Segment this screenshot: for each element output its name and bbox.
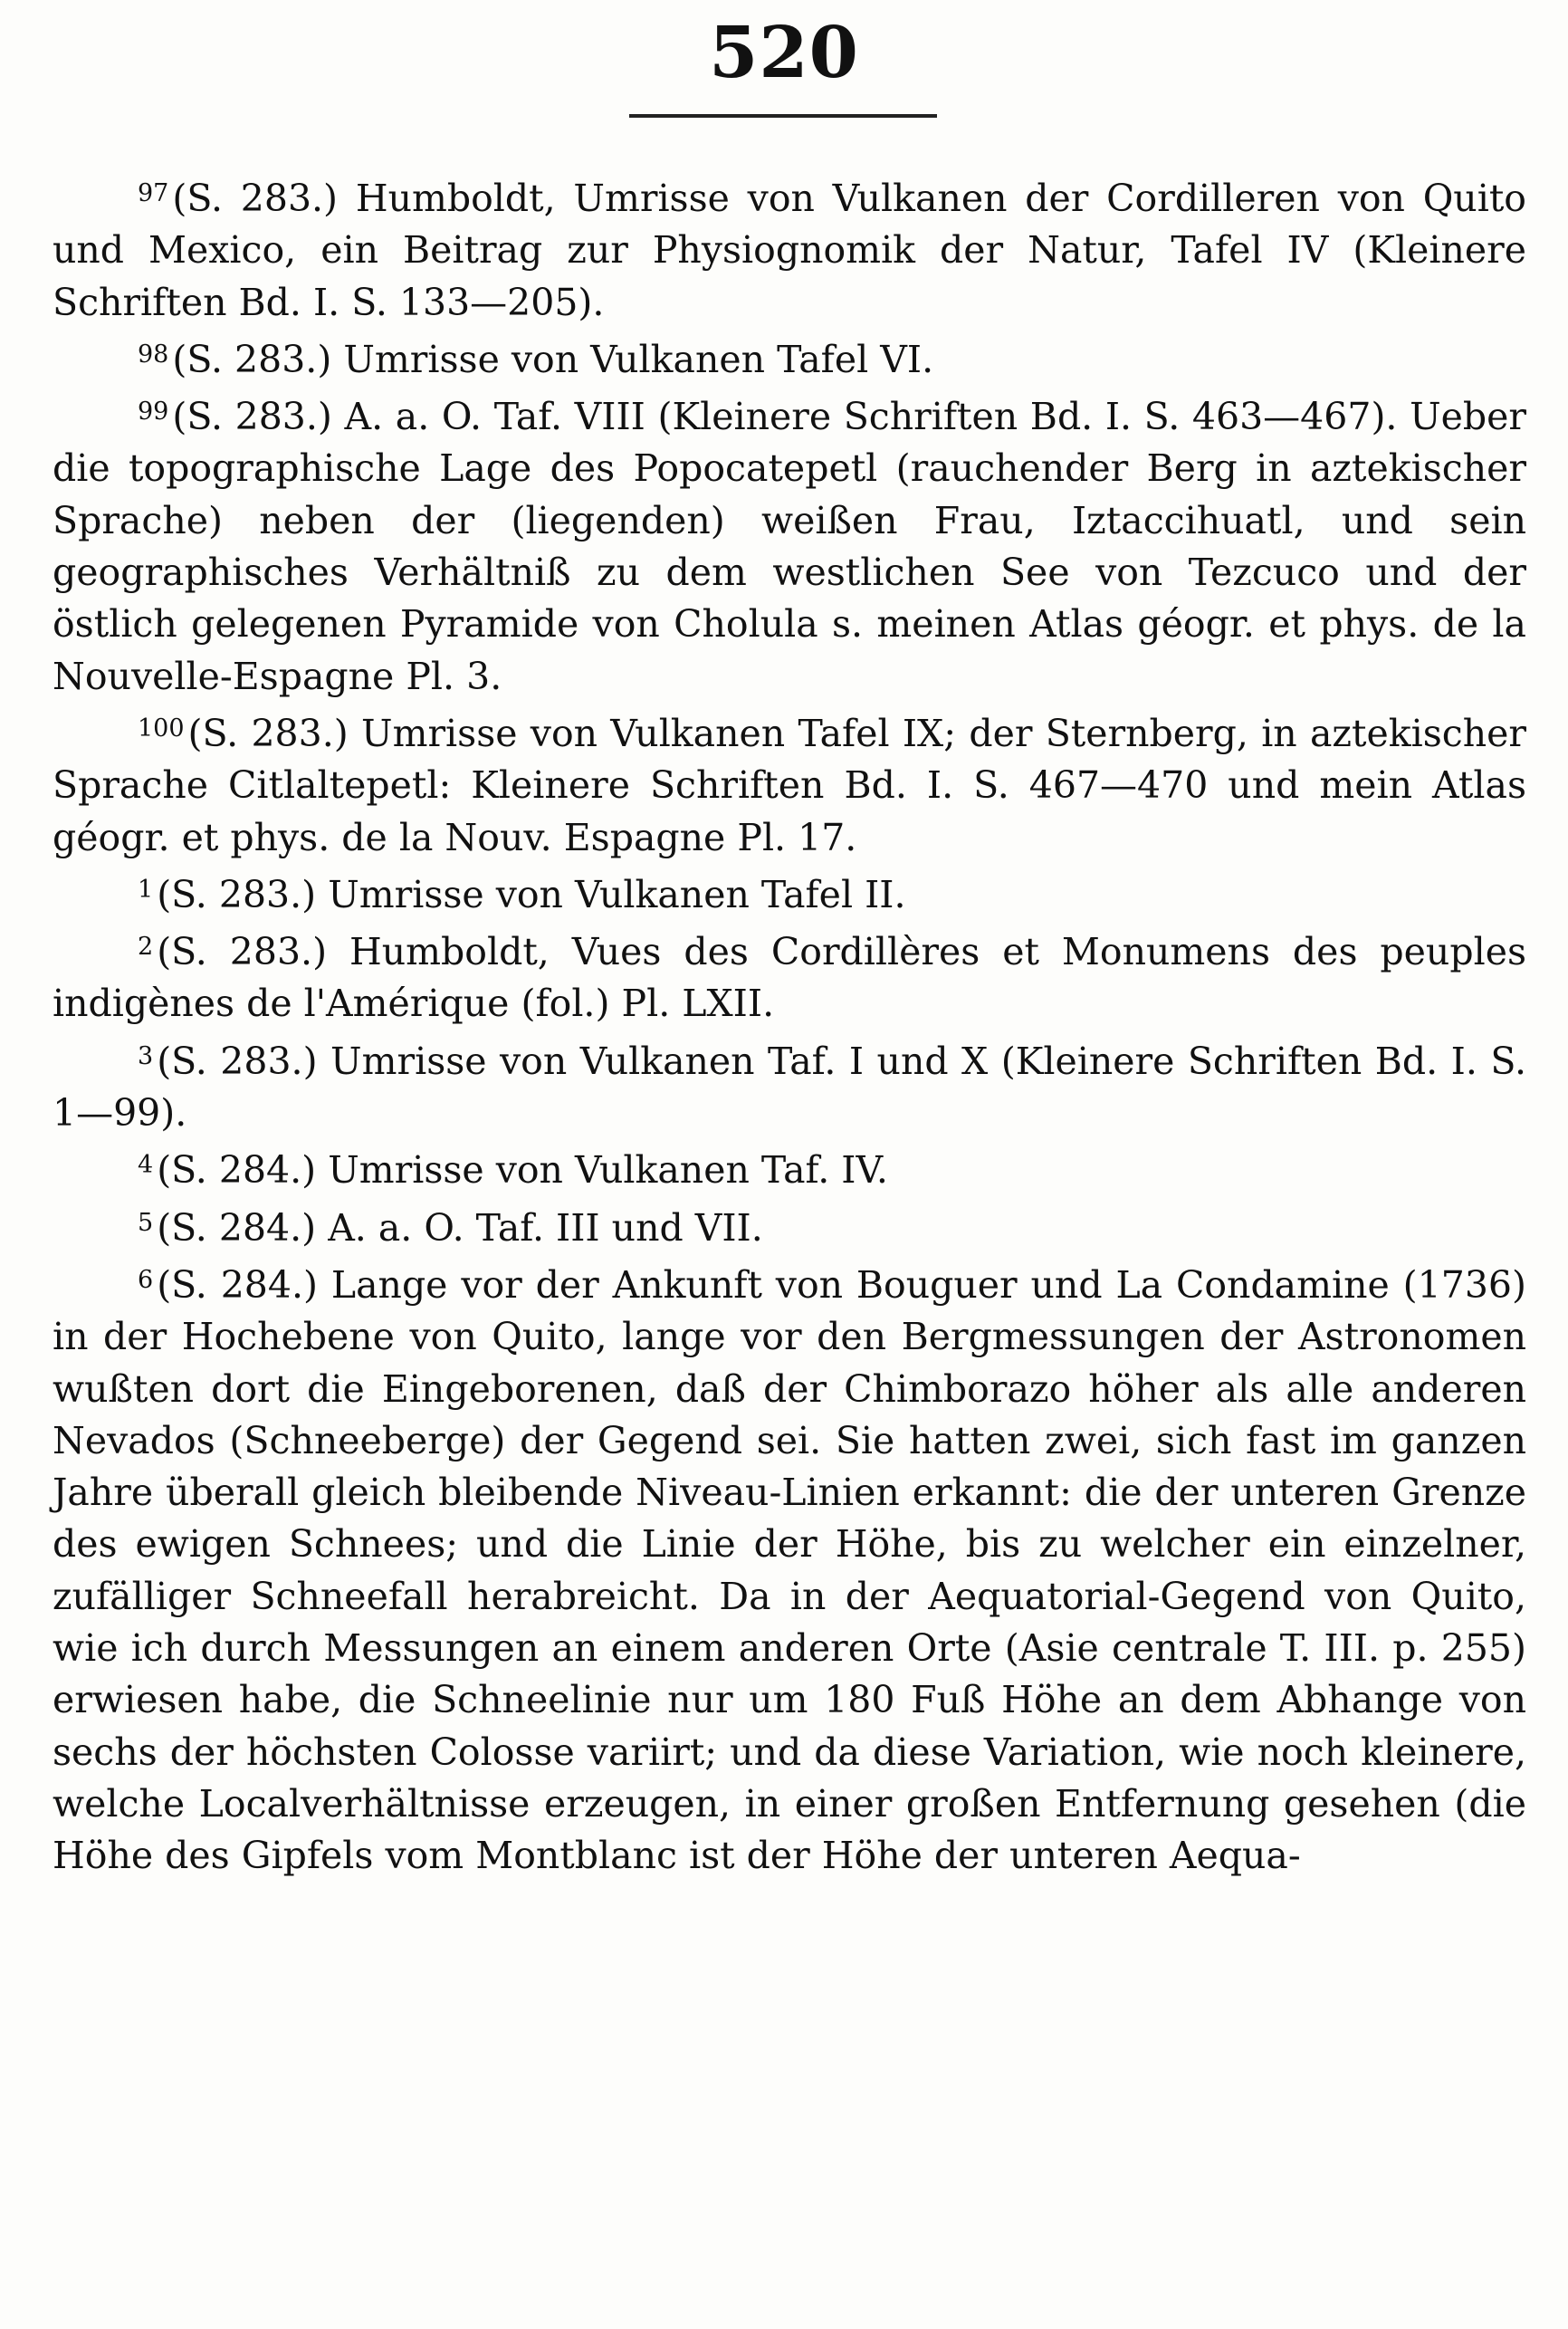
footnote-text: (S. 283.) Umrisse von Vulkanen Tafel IX; der Sternberg, in aztekischer Sprache Citlaltepetl: Kleinere Schriften Bd. I. S. 467—470 und mein Atlas géogr. et phys. de la Nouv. Espagne Pl. 17.: [53, 711, 1526, 859]
footnote-number: 98: [138, 340, 169, 369]
footnote-number: 1: [138, 875, 154, 904]
page-number: 520: [709, 12, 859, 94]
footnote-number: 100: [138, 714, 185, 743]
footnote-number: 5: [138, 1208, 154, 1237]
footnote-4: [53, 1139, 1526, 1196]
footnote-number: 97: [138, 179, 169, 207]
footnote-3: [53, 1030, 1526, 1140]
footnote-5: [53, 1197, 1526, 1254]
footnote-97: [53, 168, 1526, 329]
footnote-text: (S. 283.) Umrisse von Vulkanen Taf. I und X (Kleinere Schriften Bd. I. S. 1—99).: [53, 1039, 1526, 1136]
footnote-number: 99: [138, 398, 169, 427]
footnote-98: [53, 329, 1526, 386]
footnote-number: 3: [138, 1041, 154, 1070]
footnote-text: (S. 284.) Umrisse von Vulkanen Taf. IV.: [157, 1148, 888, 1193]
header-rule: [629, 114, 937, 118]
footnote-2: [53, 921, 1526, 1030]
footnote-text: (S. 283.) A. a. O. Taf. VIII (Kleinere Schriften Bd. I. S. 463—467). Ueber die topographische Lage des Popocatepetl (rauchender Berg in aztekischer Sprache) neben der (liegenden) weißen Frau, Iztaccihuatl, und sein geographisches Verhältniß zu dem westlichen See von Tezcuco und der östlich gelegenen Pyramide von Cholula s. meinen Atlas géogr. et phys. de la Nouvelle-Espagne Pl. 3.: [53, 395, 1526, 698]
footnote-100: [53, 703, 1526, 864]
footnotes: [53, 168, 1526, 1883]
footnote-1: [53, 864, 1526, 921]
footnote-number: 6: [138, 1265, 154, 1294]
footnote-number: 2: [138, 933, 154, 962]
footnote-number: 4: [138, 1151, 154, 1180]
footnote-6: [53, 1254, 1526, 1883]
footnote-text: (S. 284.) A. a. O. Taf. III und VII.: [157, 1205, 763, 1250]
footnote-text: (S. 283.) Umrisse von Vulkanen Tafel II.: [157, 872, 906, 916]
footnote-text: (S. 283.) Humboldt, Umrisse von Vulkanen der Cordilleren von Quito und Mexico, ein Beitrag zur Physiognomik der Natur, Tafel IV (Kleinere Schriften Bd. I. S. 133—205).: [53, 177, 1526, 324]
footnote-text: (S. 284.) Lange vor der Ankunft von Bouguer und La Condamine (1736) in der Hochebene von Quito, lange vor den Bergmessungen der Astronomen wußten dort die Eingeborenen, daß der Chimborazo höher als alle anderen Nevados (Schneeberge) der Gegend sei. Sie hatten zwei, sich fast im ganzen Jahre überall gleich bleibende Niveau-Linien erkannt: die der unteren Grenze des ewigen Schnees; und die Linie der Höhe, bis zu welcher ein einzelner, zufälliger Schneefall herabreicht. Da in der Aequatorial-Gegend von Quito, wie ich durch Messungen an einem anderen Orte (Asie centrale T. III. p. 255) erwiesen habe, die Schneelinie nur um 180 Fuß Höhe an dem Abhange von sechs der höchsten Colosse variirt; und da diese Variation, wie noch kleinere, welche Localverhältnisse erzeugen, in einer großen Entfernung gesehen (die Höhe des Gipfels vom Montblanc ist der Höhe der unteren Aequa-: [53, 1262, 1526, 1878]
footnote-text: (S. 283.) Humboldt, Vues des Cordillères et Monumens des peuples indigènes de l'Amérique (fol.) Pl. LXII.: [53, 930, 1526, 1026]
footnote-text: (S. 283.) Umrisse von Vulkanen Tafel VI.: [172, 337, 934, 381]
footnote-99: [53, 386, 1526, 703]
